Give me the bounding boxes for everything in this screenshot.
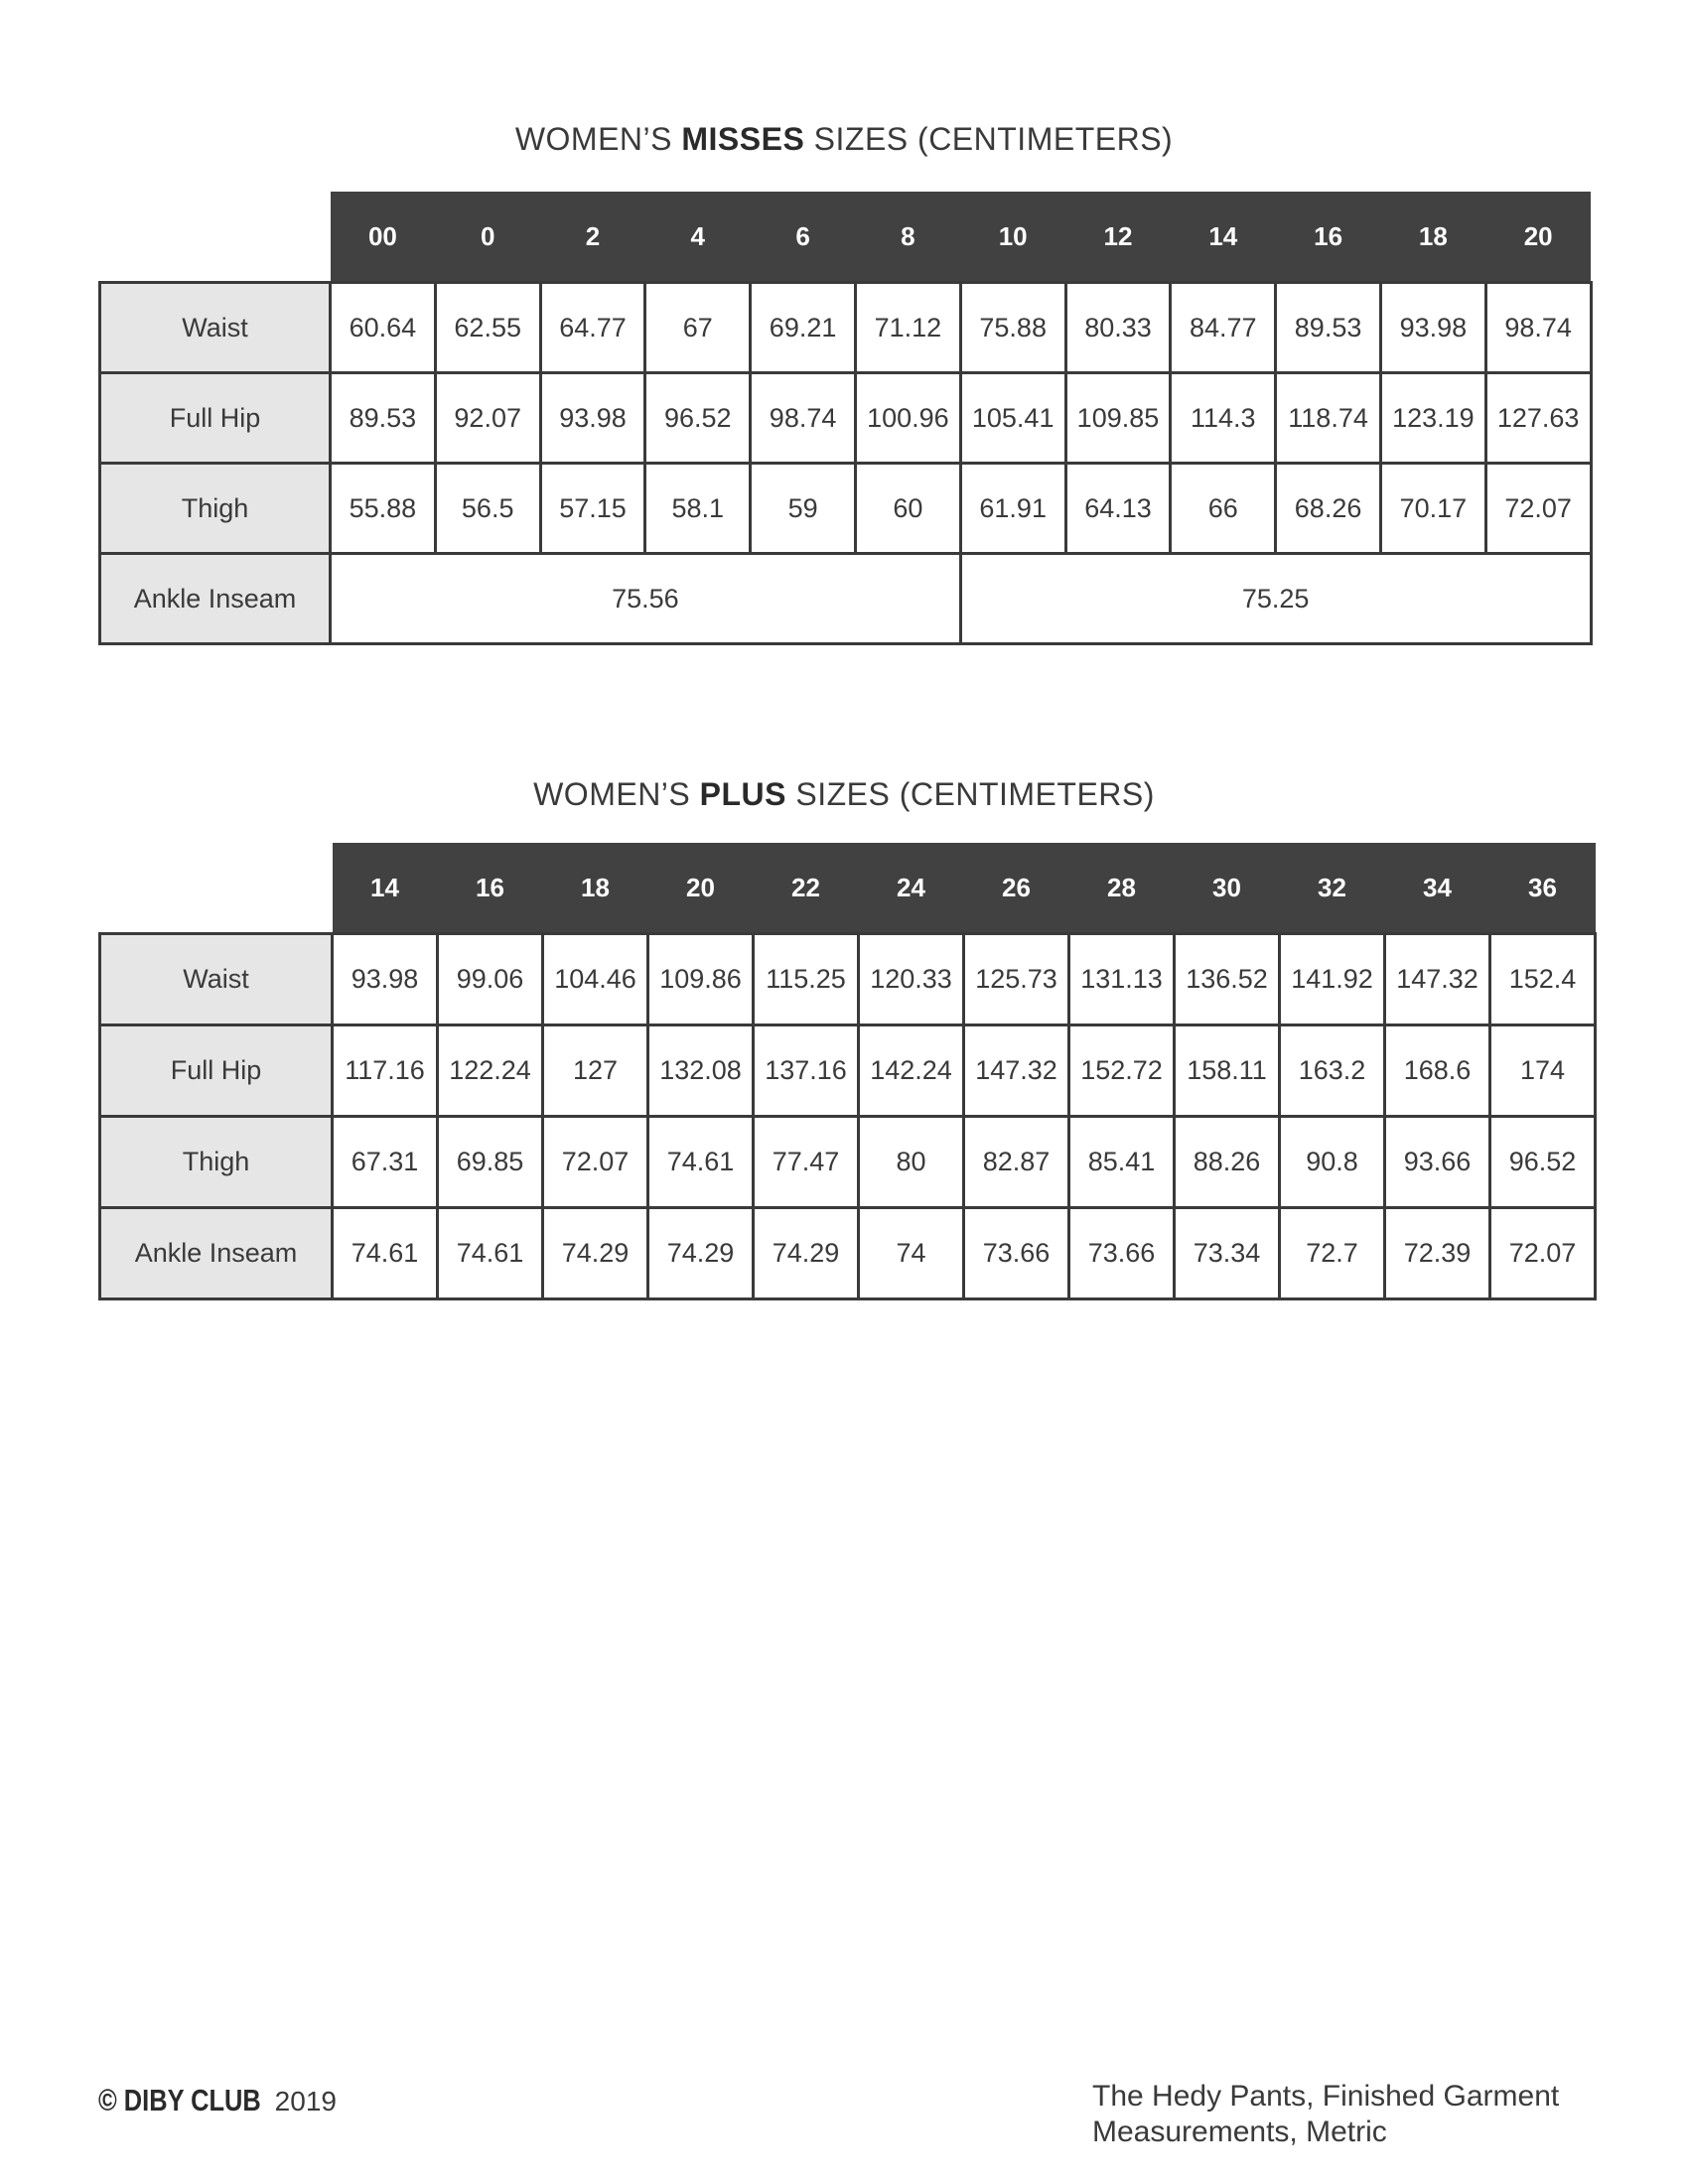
measurement-cell: 98.74 (751, 373, 856, 464)
misses-size-header: 20 (1485, 192, 1591, 283)
measurement-cell: 80.33 (1065, 283, 1171, 373)
plus-size-header: 36 (1490, 843, 1596, 934)
measurement-cell: 64.13 (1065, 464, 1171, 554)
measurement-cell: 125.73 (964, 934, 1069, 1025)
plus-size-header: 28 (1069, 843, 1175, 934)
footer-description (1092, 2079, 1609, 2150)
measurement-cell: 168.6 (1385, 1025, 1490, 1117)
plus-title-suffix: SIZES (CENTIMETERS) (785, 776, 1155, 812)
measurement-cell: 93.98 (540, 373, 645, 464)
measurement-cell: 96.52 (1490, 1117, 1596, 1208)
measurement-cell: 82.87 (964, 1117, 1069, 1208)
misses-size-header: 4 (645, 192, 751, 283)
measurement-cell: 96.52 (645, 373, 751, 464)
plus-size-table (98, 843, 1597, 1300)
row-label: Thigh (100, 464, 331, 554)
measurement-cell: 72.07 (543, 1117, 648, 1208)
measurement-cell: 100.96 (855, 373, 960, 464)
plus-size-header: 16 (438, 843, 543, 934)
measurement-cell: 85.41 (1069, 1117, 1175, 1208)
measurement-cell: 147.32 (1385, 934, 1490, 1025)
measurement-cell: 93.98 (1380, 283, 1485, 373)
measurement-cell: 117.16 (333, 1025, 438, 1117)
measurement-cell: 109.86 (648, 934, 754, 1025)
plus-title-bold: PLUS (699, 776, 786, 812)
misses-size-header: 2 (540, 192, 645, 283)
measurement-cell: 72.39 (1385, 1208, 1490, 1299)
misses-size-header: 10 (960, 192, 1065, 283)
plus-size-header: 20 (648, 843, 754, 934)
misses-row-thigh (100, 464, 1592, 554)
measurement-cell: 77.47 (754, 1117, 859, 1208)
measurement-cell: 60 (855, 464, 960, 554)
inseam-group-cell: 75.56 (331, 554, 961, 644)
footer-description-line: Measurements, Metric (1092, 2116, 1387, 2148)
measurement-cell: 56.5 (435, 464, 540, 554)
measurement-cell: 147.32 (964, 1025, 1069, 1117)
measurement-cell: 118.74 (1276, 373, 1381, 464)
measurement-cell: 72.7 (1280, 1208, 1385, 1299)
measurement-cell: 136.52 (1175, 934, 1280, 1025)
measurement-cell: 74.29 (543, 1208, 648, 1299)
measurement-cell: 90.8 (1280, 1117, 1385, 1208)
misses-size-header: 0 (435, 192, 540, 283)
measurement-cell: 93.98 (333, 934, 438, 1025)
measurement-cell: 158.11 (1175, 1025, 1280, 1117)
plus-size-header: 32 (1280, 843, 1385, 934)
measurement-cell: 74.29 (648, 1208, 754, 1299)
measurement-cell: 174 (1490, 1025, 1596, 1117)
row-label: Ankle Inseam (100, 1208, 333, 1299)
misses-row-ankle-inseam (100, 554, 1592, 644)
measurement-cell: 60.64 (331, 283, 436, 373)
misses-size-header: 14 (1171, 192, 1276, 283)
plus-size-header: 24 (859, 843, 964, 934)
measurement-cell: 152.4 (1490, 934, 1596, 1025)
measurement-cell: 61.91 (960, 464, 1065, 554)
misses-row-waist (100, 283, 1592, 373)
misses-size-header: 18 (1380, 192, 1485, 283)
measurement-cell: 98.74 (1485, 283, 1591, 373)
misses-size-table (98, 192, 1593, 645)
plus-header-row (100, 843, 1596, 934)
plus-row-ankle-inseam (100, 1208, 1596, 1299)
measurement-cell: 114.3 (1171, 373, 1276, 464)
measurement-cell: 84.77 (1171, 283, 1276, 373)
measurement-cell: 72.07 (1490, 1208, 1596, 1299)
measurement-cell: 105.41 (960, 373, 1065, 464)
plus-row-full-hip (100, 1025, 1596, 1117)
measurement-cell: 127 (543, 1025, 648, 1117)
row-label: Full Hip (100, 373, 331, 464)
footer-brand (98, 2083, 337, 2118)
measurement-cell: 127.63 (1485, 373, 1591, 464)
misses-size-header: 16 (1276, 192, 1381, 283)
measurement-cell: 123.19 (1380, 373, 1485, 464)
row-label: Waist (100, 934, 333, 1025)
measurement-cell: 55.88 (331, 464, 436, 554)
measurement-cell: 75.88 (960, 283, 1065, 373)
plus-size-header: 34 (1385, 843, 1490, 934)
measurement-cell: 80 (859, 1117, 964, 1208)
measurement-cell: 70.17 (1380, 464, 1485, 554)
measurement-cell: 92.07 (435, 373, 540, 464)
measurement-cell: 142.24 (859, 1025, 964, 1117)
measurement-cell: 74.61 (648, 1117, 754, 1208)
measurement-cell: 66 (1171, 464, 1276, 554)
plus-row-thigh (100, 1117, 1596, 1208)
measurement-cell: 67 (645, 283, 751, 373)
measurement-cell: 68.26 (1276, 464, 1381, 554)
measurement-cell: 99.06 (438, 934, 543, 1025)
measurement-cell: 59 (751, 464, 856, 554)
measurement-cell: 115.25 (754, 934, 859, 1025)
measurement-cell: 89.53 (331, 373, 436, 464)
measurement-cell: 122.24 (438, 1025, 543, 1117)
misses-title-prefix: WOMEN’S (514, 121, 682, 157)
measurement-cell: 62.55 (435, 283, 540, 373)
misses-size-header: 8 (855, 192, 960, 283)
misses-title-bold: MISSES (681, 121, 805, 157)
misses-corner-cell (100, 192, 331, 283)
measurement-cell: 88.26 (1175, 1117, 1280, 1208)
brand-logo: © DIBY CLUB (98, 2083, 261, 2117)
measurement-cell: 104.46 (543, 934, 648, 1025)
measurement-cell: 74.61 (438, 1208, 543, 1299)
copyright-year: 2019 (274, 2086, 337, 2116)
footer-description-line: The Hedy Pants, Finished Garment (1092, 2080, 1560, 2113)
measurement-cell: 163.2 (1280, 1025, 1385, 1117)
plus-size-header: 22 (754, 843, 859, 934)
row-label: Ankle Inseam (100, 554, 331, 644)
measurement-cell: 69.85 (438, 1117, 543, 1208)
plus-size-header: 18 (543, 843, 648, 934)
measurement-cell: 64.77 (540, 283, 645, 373)
misses-header-row (100, 192, 1592, 283)
measurement-cell: 141.92 (1280, 934, 1385, 1025)
misses-size-header: 00 (331, 192, 436, 283)
measurement-cell: 132.08 (648, 1025, 754, 1117)
plus-title-prefix: WOMEN’S (533, 776, 700, 812)
inseam-group-cell: 75.25 (960, 554, 1591, 644)
measurement-cell: 58.1 (645, 464, 751, 554)
measurement-cell: 74.61 (333, 1208, 438, 1299)
row-label: Full Hip (100, 1025, 333, 1117)
plus-table-title (0, 776, 1688, 813)
measurement-cell: 74 (859, 1208, 964, 1299)
plus-size-header: 26 (964, 843, 1069, 934)
misses-size-header: 12 (1065, 192, 1171, 283)
plus-row-waist (100, 934, 1596, 1025)
plus-size-header: 14 (333, 843, 438, 934)
plus-size-header: 30 (1175, 843, 1280, 934)
measurement-cell: 93.66 (1385, 1117, 1490, 1208)
row-label: Waist (100, 283, 331, 373)
misses-row-full-hip (100, 373, 1592, 464)
measurement-cell: 152.72 (1069, 1025, 1175, 1117)
measurement-cell: 73.34 (1175, 1208, 1280, 1299)
measurement-cell: 120.33 (859, 934, 964, 1025)
measurement-cell: 69.21 (751, 283, 856, 373)
measurement-cell: 72.07 (1485, 464, 1591, 554)
measurement-cell: 131.13 (1069, 934, 1175, 1025)
measurement-cell: 71.12 (855, 283, 960, 373)
misses-size-header: 6 (751, 192, 856, 283)
measurement-cell: 73.66 (1069, 1208, 1175, 1299)
plus-corner-cell (100, 843, 333, 934)
measurement-cell: 137.16 (754, 1025, 859, 1117)
measurement-cell: 67.31 (333, 1117, 438, 1208)
measurement-cell: 73.66 (964, 1208, 1069, 1299)
misses-title-suffix: SIZES (CENTIMETERS) (804, 121, 1174, 157)
measurement-cell: 74.29 (754, 1208, 859, 1299)
row-label: Thigh (100, 1117, 333, 1208)
measurement-cell: 109.85 (1065, 373, 1171, 464)
measurement-cell: 89.53 (1276, 283, 1381, 373)
misses-table-title (0, 121, 1688, 158)
measurement-cell: 57.15 (540, 464, 645, 554)
